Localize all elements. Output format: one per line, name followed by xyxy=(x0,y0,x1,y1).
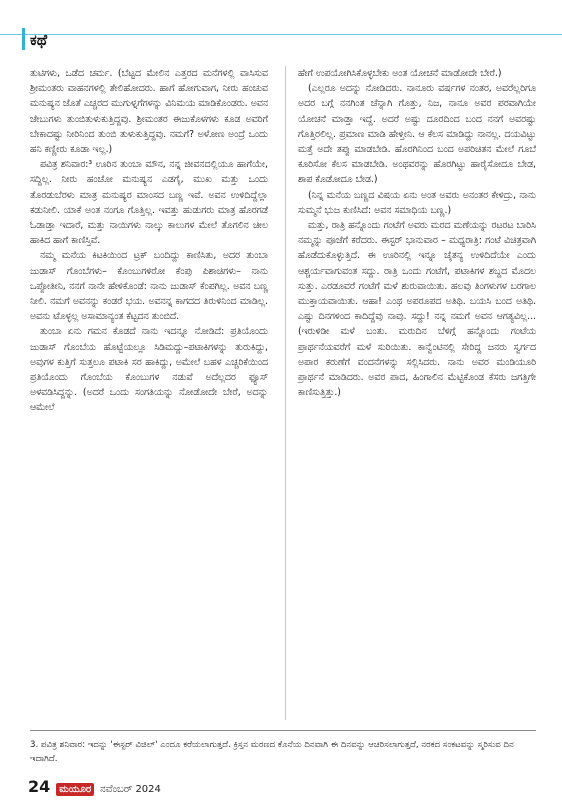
right-column xyxy=(298,66,536,400)
section-accent-bar xyxy=(22,28,25,50)
paragraph: ತುಟಿಗಳು, ಒಡೆದ ಚರ್ಮ. (ಬೆಟ್ಟದ ಮೇಲಿನ ಎತ್ತರದ ಮನೆಗಳಲ್ಲಿ ವಾಸಿಸುವ ಶ್ರೀಮಂತರು ವಾಹನಗಳಲ್ಲಿ ತೇಲಿಹೋದರು. ಹಾಗೆ ಹೋಗುವಾಗ, ನೀರು ಹಂಚುವ ಮನುಷ್ಯನ ಜೊತೆ ಎಚ್ಚರದ ಮುಗುಳ್ನಗೆಗಳನ್ನು ವಿನಿಮಯ ಮಾಡಿಕೊಂಡರು. ಅವನ ಜೇಬುಗಳು ತುಂಬಿತುಳುಕುತ್ತಿದ್ದವು. ಶ್ರೀಮಂತರ ಈಜುಕೊಳಗಳು ಕೂಡ ಅವರಿಗೆ ಬೇಕಾದಷ್ಟು ನೀರಿನಿಂದ ತುಂಬಿ ತುಳುಕುತ್ತಿದ್ದವು. ನಮಗೆ? ಅಳೋಣ ಅಂದ್ರೆ ಒಂದು ಹನಿ ಕಣ್ಣೀರು ಕೂಡಾ ಇಲ್ಲ.) xyxy=(30,68,268,156)
column-divider xyxy=(285,66,286,720)
paragraph: ನಮ್ಮ ಮನೆಯ ಕಿಟಕಿಯಿಂದ ಟ್ರಕ್ ಬಂದಿದ್ದು ಕಾಣಿಸಿತು, ಅದರ ತುಂಬಾ ಜುಡಾಸ್ ಗೊಂಬೆಗಳು– ಕೊಂಬುಗಳಿರೋ ಕೆಂಪು ಪಿಶಾಚಿಗಳು– ನಾನು ಒಪ್ಪೋತೀನಿ, ನನಗೆ ನಾನೇ ಹೇಳಿಕೊಂಡೆ: ನಾನು ಜುಡಾಸ್ ಕೆಂಪಗಿಲ್ಲ. ಅವನ ಬಣ್ಣ ನೀಲಿ. ನಮಗೆ ಅವನನ್ನು ಕಂಡರೆ ಭಯ. ಅವನನ್ನ ಕಾಗದದ ತಿರುಳಿನಿಂದ ಮಾಡಿಲ್ಲ. ಅವನು ಟೊಳ್ಳಲ್ಲ ಅಸಾಮಾನ್ಯಂತ ಕೆಟ್ಟದನ ತುಂಬಿದೆ. xyxy=(30,250,268,323)
paragraph: (ನಿನ್ನ ಮನೆಯ ಬಣ್ಣದ ವಿಷಯ ಏನು ಅಂತ ಅವರು ಅನಂತರ ಕೇಳಿದ್ರು, ನಾನು ಸುಮ್ಮನೆ ಭುಜ ಕುಣಿಸಿದೆ: ಅವನ ಸಮಾಧಿಯ ಬಣ್ಣ.) xyxy=(298,189,536,216)
left-column xyxy=(30,66,268,416)
footnote-rule xyxy=(30,730,536,731)
paragraph: ಪವಿತ್ರ ಶನಿವಾರ:³ ಊರಿನ ತುಂಬಾ ಮೌನ, ನನ್ನ ಜೀವನದಲ್ಲಿಯೂ ಹಾಗೆಯೇ, ಸದ್ದಿಲ್ಲ. ನೀರು ಹಂಚೋ ಮನುಷ್ಯನ ಎಡಗೈ, ಮುಖ ಮತ್ತು ಒಂದು ತೊರಡುಬೆರಳು ಮಾತ್ರ ಮನುಷ್ಯರ ಮಾಂಸದ ಬಣ್ಣ ಇವೆ. ಅವನ ಉಳಿದಿದ್ದೆಲ್ಲಾ ಕಡುನೀಲಿ. ಯಾಕೆ ಅಂತ ನಂಗೂ ಗೊತ್ತಿಲ್ಲ. ಇವತ್ತು ಹುಡುಗರು ಮಾತ್ರ ಹೊರಗಡೆ ಓಡಾಡ್ತಾ ಇದಾರೆ, ಮತ್ತು ನಾಯಿಗಳು ನಾಲ್ಕು ಕಾಲುಗಳ ಮೇಲೆ ತೊಗಲಿನ ಚೀಲ ಹಾಕಿದ ಹಾಗೆ ಕಾಣಿಸ್ತಿವೆ. xyxy=(30,159,268,247)
section-title: ಕಥೆ xyxy=(30,31,48,49)
header-rule xyxy=(0,34,562,35)
issue-date: ನವೆಂಬರ್ 2024 xyxy=(100,784,161,795)
page-number: 24 xyxy=(28,777,51,796)
paragraph: ಮತ್ತು, ರಾತ್ರಿ ಹನ್ನೊಂದು ಗಂಟೆಗೆ ಅವರು ಮರದ ಮಣೆಯನ್ನು ರಟರಟ ಬಾರಿಸಿ ನಮ್ಮನ್ನು ಪೂಜೆಗೆ ಕರೆದರು. ಈಸ್ಟರ್ ಭಾನುವಾರ – ಮಧ್ಯರಾತ್ರಿ: ಗಂಟೆ ವಿಚಿತ್ರವಾಗಿ ಹೊಡೆದುಕೊಳ್ಳುತ್ತಿದೆ. ಈ ಊರಿನಲ್ಲಿ ಇನ್ನೂ ಚೈತನ್ಯ ಉಳಿದಿದೆಯೇ ಎಂದು ಆಶ್ಚರ್ಯವಾಗುವಂತ ಸದ್ದು. ರಾತ್ರಿ ಒಂದು ಗಂಟೆಗೆ, ಪಟಾಕಿಗಳ ಶಬ್ದದ ಮೊದಲ ಸುತ್ತು. ಎರಡೂವರೆ ಗಂಟೆಗೆ ಮಳೆ ಶುರುವಾಯಿತು. ಹಲವು ತಿಂಗಳುಗಳ ಬರಗಾಲ ಮುಕ್ತಾಯವಾಯಿತು. ಆಹಾ! ಎಂಥ ಅಪರೂಪದ ಅತಿಥಿ. ಬಯಸಿ ಬಂದ ಅತಿಥಿ. ಎಷ್ಟು ದಿನಗಳಿಂದ ಕಾದಿದ್ದೆವು ನಾವು. ಸದ್ದು! ನನ್ನ ನಮಗೆ ಅವನ ಆಗತ್ಯವಿಲ್ಲ... (ಇರುಳಿಡೀ ಮಳೆ ಬಂತು. ಮರುದಿನ ಬೆಳಿಗ್ಗೆ ಹನ್ನೊಂದು ಗಂಟೆಯ ಪ್ರಾರ್ಥನೆಯವರೆಗೆ ಮಳೆ ಸುರಿಯಿತು. ಕಾನ್ವೆಂಟಿನಲ್ಲಿ ಸೇರಿದ್ದ ಜನರು ಸ್ವರ್ಗದ ಅಪಾರ ಕರುಣೆಗೆ ವಂದನೆಗಳನ್ನು ಸಲ್ಲಿಸಿದರು. ನಾನು ಅವರ ಮಂಡಿಯೂರಿ ಪ್ರಾರ್ಥನೆ ಮಾಡಿದರು. ಅವರ ಪಾದ, ಹಿಂಗಾಲಿನ ಮೆಟ್ಟಿಕೊಂಡ ಕೆಸರು ಜಗತ್ತಿಗೇ ಕಾಣಿಸುತ್ತಿತ್ತು.) xyxy=(298,220,536,399)
paragraph: (ಎಲ್ಲರೂ ಅದನ್ನು ನೋಡಿದರು. ನಾನೂರು ವರ್ಷಗಳ ನಂತರ, ಅವರೆಲ್ಲರಿಗೂ ಅದರ ಬಗ್ಗೆ ನನಗಿಂತ ಚೆನ್ನಾಗಿ ಗೊತ್ತು, ನಿಜ, ನಾನೂ ಅವರ ಪರವಾಗಿಯೇ ಯೋಚನೆ ಮಾಡ್ತಾ ಇದ್ದೆ. ಅದರೆ ಅಷ್ಟು ದೂರದಿಂದ ಬಂದ ನನಗೆ ಅವರಷ್ಟು ಗೊತ್ತಿರಲಿಲ್ಲ. ಪ್ರಮಾಣ ಮಾಡಿ ಹೇಳ್ತೀನಿ. ಆ ಕೆಲಸ ಮಾಡಿದ್ದು ನಾನಲ್ಲ. ದಯವಿಟ್ಟು ಮತ್ತೆ ಅದೇ ತಪ್ಪು ಮಾಡಬೇಡಿ. ಹೊರಗಿನಿಂದ ಬಂದ ಅಪರಿಚಿತನ ಮೇಲೆ ಗೂಬೆ ಕೂರಿಸೋ ಕೆಲಸ ಮಾಡಬೇಡಿ. ಅಂಥವರನ್ನು ಹೊರಗಿಟ್ಟು ಹಾರೈಸೋದೂ ಬೇಡ, ಶಾಪ ಕೊಡೋದೂ ಬೇಡ.) xyxy=(298,83,536,186)
paragraph: ಹೇಗೆ ಉಪಯೋಗಿಸಿಕೊಳ್ಳಬೇಕು ಅಂತ ಯೋಚನೆ ಮಾಡೋದೇ ಬೇರೆ.) xyxy=(298,68,502,79)
page-footer xyxy=(28,777,161,796)
magazine-logo: ಮಯೂರ xyxy=(56,783,94,796)
footnote: 3. ಪವಿತ್ರ ಶನಿವಾರ: ಇದನ್ನು 'ಈಸ್ಟರ್ ವಿಜಿಲ್' ಎಂದೂ ಕರೆಯಲಾಗುತ್ತದೆ. ಕ್ರಿಸ್ತನ ಮರಣದ ಕೊನೆಯ ದಿನವಾಗಿ ಈ ದಿನವನ್ನು ಆಚರಿಸಲಾಗುತ್ತದೆ, ನರಕದ ಸಂಕಟವನ್ನು ಸ್ಮರಿಸುವ ದಿನ ಇದಾಗಿದೆ. xyxy=(30,740,514,764)
paragraph: ತುಂಬಾ ಏನು ಗಮನ ಕೊಡದೆ ನಾನು ಇದನ್ನೂ ನೋಡಿದೆ: ಪ್ರತಿಯೊಂದು ಜುಡಾಸ್ ಗೊಂಬೆಯ ಹೊಟ್ಟೆಯಲ್ಲೂ ಸಿಡಿಮದ್ದು–ಪಟಾಕಿಗಳನ್ನು ತುರುಕಿದ್ದು, ಅವುಗಳ ಕುತ್ತಿಗೆ ಸುತ್ತಲೂ ಪಟಾಕಿ ಸರ ಹಾಕಿದ್ದು, ಅಮೇಲೆ ಬಹಳ ಎಚ್ಚರಿಕೆಯಿಂದ ಪ್ರತಿಯೊಂದು ಗೊಂಬೆಯ ಕೊಂಬುಗಳ ನಡುವೆ ಅದೆಲ್ಲದರ ಫ್ಯೂಸ್ ಅಳವಡಿಸಿದ್ದನ್ನು. (ಅದರೆ ಒಂದು ಸಂಗತಿಯನ್ನು ನೋಡೋದೇ ಬೇರೆ, ಅದನ್ನು ಆಮೇಲೆ xyxy=(30,326,268,414)
